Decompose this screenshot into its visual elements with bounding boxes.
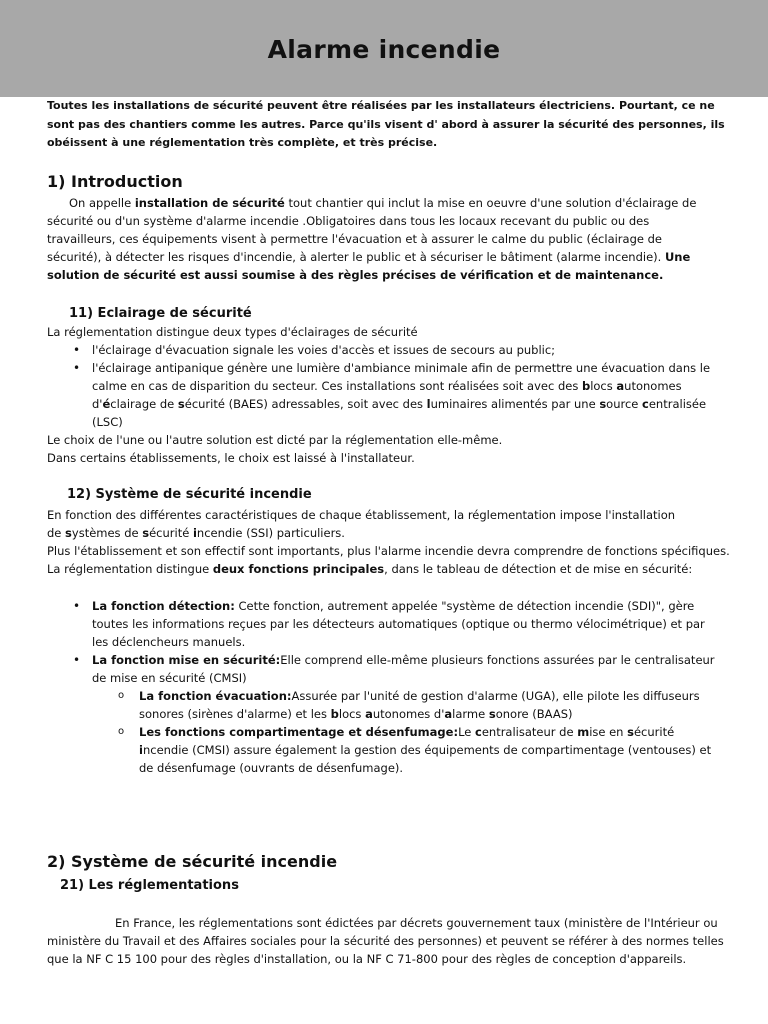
page-title: Alarme incendie — [267, 35, 501, 64]
section-21-heading: 21) Les réglementations — [60, 878, 239, 893]
section-21-paragraph: En France, les réglementations sont édictées par décrets gouvernement taux (ministère de l'Intérieur ou ministère du Travail et des Affaires sociales pour la sécurité des personnes) et peuvent se référer à des normes telles que la NF C 15 100 pour des règles d'installation, ou la NF C 71-800 pour des règles de conception d'appareils. — [47, 916, 724, 966]
list-item-evacuation: o La fonction évacuation:Assurée par l'unité de gestion d'alarme (UGA), elle pilote les diffuseurs sonores (sirènes d'alarme) et les blocs autonomes d'alarme sonore (BAAS) — [47, 687, 722, 723]
sub-functions-list — [47, 687, 722, 777]
intro-paragraph: Toutes les installations de sécurité peuvent être réalisées par les installateurs électriciens. Pourtant, ce ne sont pas des chantiers comme les autres. Parce qu'ils visent d' abord à assurer la sécurité des personnes, ils obéissent à une réglementation très complète, et très précise. — [47, 99, 725, 149]
title-banner — [0, 0, 768, 97]
section-11-note-2: Dans certains établissements, le choix est laissé à l'installateur. — [47, 451, 415, 465]
section-12-paragraph-2: Plus l'établissement et son effectif sont importants, plus l'alarme incendie devra comprendre de fonctions spécifiques. La réglementation distingue deux fonctions principales, dans le tableau de détection et de mise en sécurité: — [47, 544, 730, 576]
section-1-paragraph: On appelle installation de sécurité tout chantier qui inclut la mise en oeuvre d'une solution d'éclairage de sécurité ou d'un système d'alarme incendie .Obligatoires dans tous les locaux recevant du public ou des travailleurs, ces équipements visent à permettre l'évacuation et à assurer le calme du public (éclairage de sécurité), à détecter les risques d'incendie, à alerter le public et à sécuriser le bâtiment (alarme incendie). Une solution de sécurité est aussi soumise à des règles précises de vérification et de maintenance. — [47, 196, 697, 282]
section-11-lead: La réglementation distingue deux types d'éclairages de sécurité — [47, 325, 418, 339]
lighting-list — [47, 341, 717, 431]
section-12-heading: 12) Système de sécurité incendie — [67, 487, 312, 502]
section-1-heading: 1) Introduction — [47, 172, 183, 191]
section-12-paragraph-1: En fonction des différentes caractéristiques de chaque établissement, la réglementation impose l'installation de systèmes de sécurité incendie (SSI) particuliers. — [47, 508, 676, 540]
section-11-note-1: Le choix de l'une ou l'autre solution est dicté par la réglementation elle-même. — [47, 433, 503, 447]
list-item: • l'éclairage antipanique génère une lumière d'ambiance minimale afin de permettre une évacuation dans le calme en cas de disparition du secteur. Ces installations sont réalisées soit avec des blocs autonomes d'éclairage de sécurité (BAES) adressables, soit avec des luminaires alimentés par une source centralisée (LSC) — [47, 359, 717, 431]
list-item: • l'éclairage d'évacuation signale les voies d'accès et issues de secours au public; — [47, 341, 717, 359]
section-11-heading: 11) Eclairage de sécurité — [69, 306, 252, 321]
functions-list — [47, 597, 722, 687]
list-item-compartimentage: o Les fonctions compartimentage et désenfumage:Le centralisateur de mise en sécurité incendie (CMSI) assure également la gestion des équipements de compartimentage (ventouses) et de désenfumage (ouvrants de désenfumage). — [47, 723, 722, 777]
section-2-heading: 2) Système de sécurité incendie — [47, 852, 338, 871]
list-item-detection: • La fonction détection: Cette fonction, autrement appelée "système de détection incendie (SDI)", gère toutes les informations reçues par les détecteurs automatiques (optique ou thermo vélocimétrique) et par les déclencheurs manuels. — [47, 597, 722, 651]
list-item-mise-en-securite: • La fonction mise en sécurité:Elle comprend elle-même plusieurs fonctions assurées par le centralisateur de mise en sécurité (CMSI) — [47, 651, 722, 687]
